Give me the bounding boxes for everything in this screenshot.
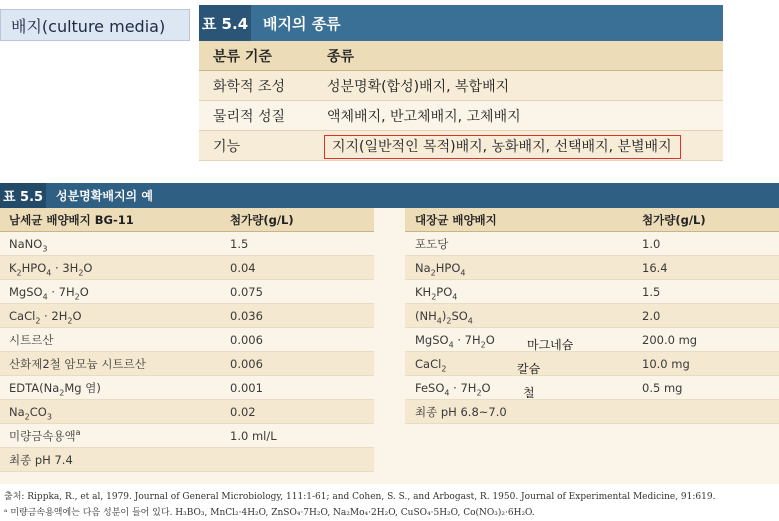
table-cell [322,136,723,156]
column-header: 종류 [327,48,355,65]
table-cell: 액체배지, 반고체배지, 고체배지 [327,108,521,125]
column-header: 첨가량(g/L) [642,212,706,227]
column-header: 대장균 배양배지 [415,212,497,227]
column-header: 분류 기준 [213,48,272,65]
column-header: 첨가량(g/L) [230,212,294,227]
component-amount: 10.0 mg [642,356,690,371]
annotation-note: 마그네슘 [527,337,574,352]
table-row [0,424,374,448]
table-5-4 [199,5,723,161]
medium-component: 최종 pH 7.4 [9,452,73,467]
table-5-4-header [199,5,723,41]
component-amount: 0.075 [230,284,263,299]
table-title: 성분명확배지의 예 [56,189,153,203]
medium-component: $(NH_4)_2SO_4$ [415,308,473,325]
table-number: 표 5.4 [199,5,251,41]
table-row [405,256,779,280]
medium-component: 산화제2철 암모늄 시트르산 [9,356,146,371]
component-amount: 1.0 ml/L [230,428,277,443]
table-cell: 기능 [213,138,241,155]
medium-component: 미량금속용액$^a$ [9,427,81,443]
table-cell: 화학적 조성 [213,78,286,95]
component-amount: 1.5 [230,236,249,251]
table-row [0,352,374,376]
component-amount: 0.036 [230,308,263,323]
component-amount: 0.04 [230,260,256,275]
medium-component: 최종 pH 6.8~7.0 [415,404,507,419]
component-amount: 1.5 [642,284,661,299]
table-row [405,376,779,400]
source-footnote: 출처: Rippka, R., et al, 1979. Journal of General Microbiology, 111:1-61; and Cohen, S. S., and Arbogast, R. 1950. Journal of Experimental Medicine, 91:619. [4,492,716,502]
medium-component: $EDTA(Na_2Mg$ 염) [9,380,101,397]
medium-component: 시트르산 [9,332,54,347]
medium-component: MgSO$_4$ · $7H_2O$ [9,284,89,301]
component-amount: 0.006 [230,356,263,371]
table-row [405,352,779,376]
highlight-box: 지지(일반적인 목적)배지, 농화배지, 선택배지, 분별배지 [324,135,681,159]
table-row [0,376,374,400]
component-amount: 1.0 [642,236,661,251]
table-5-5-header [0,183,779,208]
component-amount: 2.0 [642,308,661,323]
medium-component: $K_2HPO_4 \cdot 3H_2O$ [9,260,93,277]
table-row [0,280,374,304]
table-row [199,131,723,161]
table-5-5 [0,183,779,484]
table-number: 표 5.5 [0,183,46,208]
medium-component: NaNO$_3$ [9,236,48,253]
component-amount: 16.4 [642,260,668,275]
table-row [0,448,374,472]
bg11-medium-table [0,208,374,472]
table-row [405,328,779,352]
medium-component: $Na_2HPO_4$ [415,260,466,277]
table-row [405,280,779,304]
table-cell: 성분명확(합성)배지, 복합배지 [327,78,510,95]
ecoli-medium-table [405,208,779,472]
medium-component: MgSO$_4$ · $7H_2O$ 마그네슘 [415,332,574,352]
medium-component: $KH_2PO_4$ [415,284,458,301]
table-row [405,304,779,328]
component-amount: 200.0 mg [642,332,698,347]
table-row [199,71,723,101]
component-amount: 0.02 [230,404,256,419]
table-row [405,232,779,256]
table-header-row [199,41,723,71]
table-header-row [405,208,779,232]
table-header-row [0,208,374,232]
column-header: 남세균 배양배지 BG-11 [9,212,134,227]
table-row [0,400,374,424]
annotation-note: 칼슘 [517,361,541,376]
medium-component: CaCl$_2$ 칼슘 [415,356,541,376]
table-row [405,400,779,424]
medium-component: $Na_2CO_3$ [9,404,52,421]
component-amount: 0.5 mg [642,380,683,395]
table-title: 배지의 종류 [263,14,341,33]
trace-metal-footnote: ᵃ 미량금속용액에는 다음 성분이 들어 있다. H₃BO₃, MnCl₂·4H₂O, ZnSO₄·7H₂O, Na₂Mo₄·2H₂O, CuSO₄·5H₂O, Co(NO₃)₂·6H₂O. [4,508,535,518]
table-cell: 물리적 성질 [213,108,286,125]
medium-component: 포도당 [415,236,449,251]
medium-component: FeSO$_4$ · $7H_2O$ 철 [415,380,535,400]
table-row [0,232,374,256]
component-amount: 0.006 [230,332,263,347]
component-amount: 0.001 [230,380,263,395]
table-row [0,256,374,280]
annotation-note: 철 [523,385,535,400]
topic-label: 배지(culture media) [0,9,190,41]
medium-component: CaCl$_2$ · $2H_2O$ [9,308,82,325]
table-row [0,304,374,328]
table-row [199,101,723,131]
table-row [0,328,374,352]
